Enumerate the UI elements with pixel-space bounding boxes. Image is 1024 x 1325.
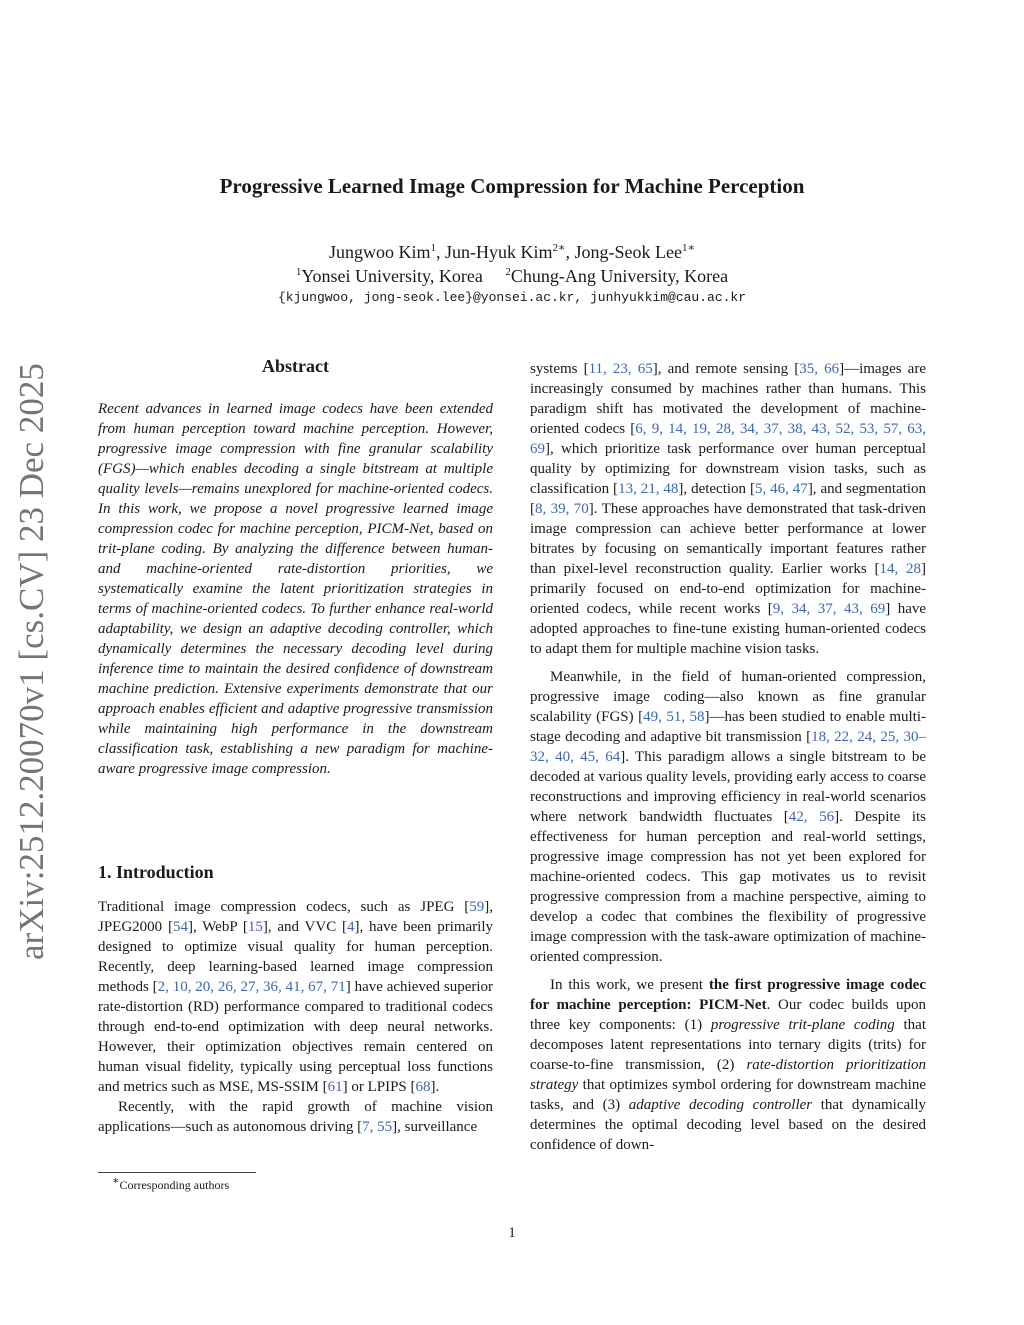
author-names [0,240,1024,264]
text-run: In this work, we present [550,977,709,993]
intro-paragraph-2 [98,1097,493,1137]
citation-link[interactable]: 42, 56 [788,809,835,825]
right-paragraph-3 [530,975,926,1155]
text-run: ] have adopted approaches to fine-tune existing human-oriented codecs to adapt them for multiple machine vision tasks. [530,601,927,657]
intro-left-column [98,897,493,1137]
text-run: ], which prioritize task performance over human perceptual quality by optimizing for downstream vision tasks, such as classification [ [530,441,926,497]
right-column [530,359,926,1155]
text-run: ], and VVC [ [262,919,347,935]
affil-2: Chung-Ang University, Korea [510,266,729,286]
author-3: , Jong-Seok Lee [565,242,682,262]
author-3-affil: 1∗ [682,242,695,254]
text-run: ] have achieved superior rate-distortion (RD) performance compared to traditional codecs through end-to-end optimization with deep neural networks. However, their optimization objectives remain centered on human visual fidelity, typically using perceptual loss functions and metrics such as MSE, MS-SSIM [ [98,979,494,1095]
text-run: that dynamically determines the optimal decoding level based on the desired confidence of down- [530,1097,926,1153]
arxiv-stamp: arXiv:2512.20070v1 [cs.CV] 23 Dec 2025 [12,363,51,960]
citation-link[interactable]: 59 [469,899,485,915]
citation-link[interactable]: 2, 10, 20, 26, 27, 36, 41, 67, 71 [157,979,346,995]
text-run: ] primarily focused on end-to-end optimization for machine-oriented codecs, while recent works [ [530,561,926,617]
author-2: , Jun-Hyuk Kim [436,242,553,262]
citation-link[interactable]: 54 [172,919,188,935]
text-run: ]. [430,1079,440,1095]
footnote-divider [98,1172,256,1173]
citation-link[interactable]: 8, 39, 70 [535,501,589,517]
text-run: Traditional image compression codecs, such as JPEG [ [98,899,470,915]
text-run: ], WebP [ [187,919,248,935]
citation-link[interactable]: 35, 66 [799,361,840,377]
text-run: ], JPEG2000 [ [98,899,493,935]
italic-text: rate-distortion prioritization strategy [530,1057,926,1093]
affil-1-marker: 1 [295,266,302,278]
citation-link[interactable]: 61 [327,1079,343,1095]
text-run: ]. These approaches have demonstrated that task-driven image compression can achieve better performance at lower bitrates by focusing on semantically important features rather than pixel-level reconstruction quality. Earlier works [ [530,501,926,577]
text-run: Meanwhile, in the field of human-oriented compression, progressive image coding—also known as fine granular scalability (FGS) [ [530,669,926,725]
citation-link[interactable]: 9, 34, 37, 43, 69 [772,601,886,617]
page-number: 1 [508,1225,516,1241]
affiliations [0,264,1024,288]
text-run: that optimizes symbol ordering for downstream machine tasks, and (3) [530,1077,926,1113]
text-run: ], and remote sensing [ [652,361,800,377]
author-emails: {kjungwoo, jong-seok.lee}@yonsei.ac.kr, junhyukkim@cau.ac.kr [277,290,747,305]
text-run: ], have been primarily designed to optimize visual quality for human perception. Recently, deep learning-based learned image compression methods [ [98,919,494,995]
citation-link[interactable]: 6, 9, 14, 19, 28, 34, 37, 38, 43, 52, 53, 57, 63, 69 [530,421,926,457]
text-run: . Our codec builds upon three key components: (1) [530,997,926,1033]
bold-text: the first progressive image codec for machine perception: PICM-Net [530,977,926,1013]
affil-2-marker: 2 [505,266,511,278]
paper-title: Progressive Learned Image Compression for Machine Perception [219,174,805,198]
citation-link[interactable]: 7, 55 [362,1119,393,1135]
text-run: ], surveillance [392,1119,478,1135]
text-run: ] or LPIPS [ [342,1079,416,1095]
author-1-affil: 1 [430,242,437,254]
citation-link[interactable]: 68 [415,1079,431,1095]
citation-link[interactable]: 5, 46, 47 [754,481,808,497]
text-run: ], detection [ [678,481,755,497]
text-run: Recently, with the rapid growth of machine vision applications—such as autonomous driving [ [98,1099,493,1135]
citation-link[interactable]: 13, 21, 48 [618,481,679,497]
right-paragraph-2 [530,667,926,967]
text-run: that decomposes latent representations into ternary digits (trits) for coarse-to-fine transmission, (2) [530,1017,926,1073]
citation-link[interactable]: 15 [247,919,263,935]
author-block [0,240,1024,288]
citation-link[interactable]: 11, 23, 65 [588,361,653,377]
footnote-text: Corresponding authors [119,1178,230,1192]
citation-link[interactable]: 4 [347,919,355,935]
text-run: ]. This paradigm allows a single bitstream to be decoded at various quality levels, providing early access to coarse reconstructions and improving efficiency in real-world scenarios where network bandwidth fluctuates [ [530,749,926,825]
affil-1: Yonsei University, Korea [301,266,483,286]
italic-text: adaptive decoding controller [628,1097,813,1113]
abstract-text: Recent advances in learned image codecs have been extended from human perception toward machine perception. However, progressive image compression with fine granular scalability (FGS)—which enables decoding a single bitstream at multiple quality levels—remains unexplored for machine-oriented codecs. In this work, we propose a novel progressive learned image compression codec for machine perception, PICM-Net, based on trit-plane coding. By analyzing the difference between human- and machine-oriented rate-distortion priorities, we systematically examine the latent prioritization strategies in terms of machine-oriented codecs. To further enhance real-world adaptability, we design an adaptive decoding controller, which dynamically determines the necessary decoding level during inference time to maintain the desired confidence of downstream machine prediction. Extensive experiments demonstrate that our approach enables efficient and adaptive progressive transmission while maintaining high performance in the downstream classification task, establishing a new paradigm for machine-aware progressive image compression. [98,401,493,777]
intro-heading: 1. Introduction [98,862,214,882]
citation-link[interactable]: 14, 28 [879,561,921,577]
text-run: systems [ [530,361,589,377]
text-run: ], and segmentation [ [530,481,927,517]
citation-link[interactable]: 49, 51, 58 [643,709,705,725]
italic-text: progressive trit-plane coding [710,1017,895,1033]
footnote-marker: ∗ [112,1175,120,1187]
abstract-body [98,399,493,779]
footnote [112,1175,230,1193]
right-paragraph-1 [530,359,926,659]
citation-link[interactable]: 18, 22, 24, 25, 30–32, 40, 45, 64 [530,729,927,765]
text-run: ]—images are increasingly consumed by machines rather than humans. This paradigm shift has motivated the development of machine-oriented codecs [ [530,361,926,437]
abstract-heading: Abstract [262,356,329,376]
author-2-affil: 2∗ [552,242,566,254]
text-run: ]—has been studied to enable multi-stage decoding and adaptive bit transmission [ [530,709,927,745]
intro-paragraph-1 [98,897,493,1097]
author-1: Jungwoo Kim [329,242,431,262]
text-run: ]. Despite its effectiveness for human perception and real-world settings, progressive image compression has not yet been explored for machine-oriented codecs. This gap motivates us to revisit progressive compression from a machine perspective, aiming to develop a codec that combines the flexibility of progressive image compression with the task-aware optimization of machine-oriented compression. [530,809,926,965]
